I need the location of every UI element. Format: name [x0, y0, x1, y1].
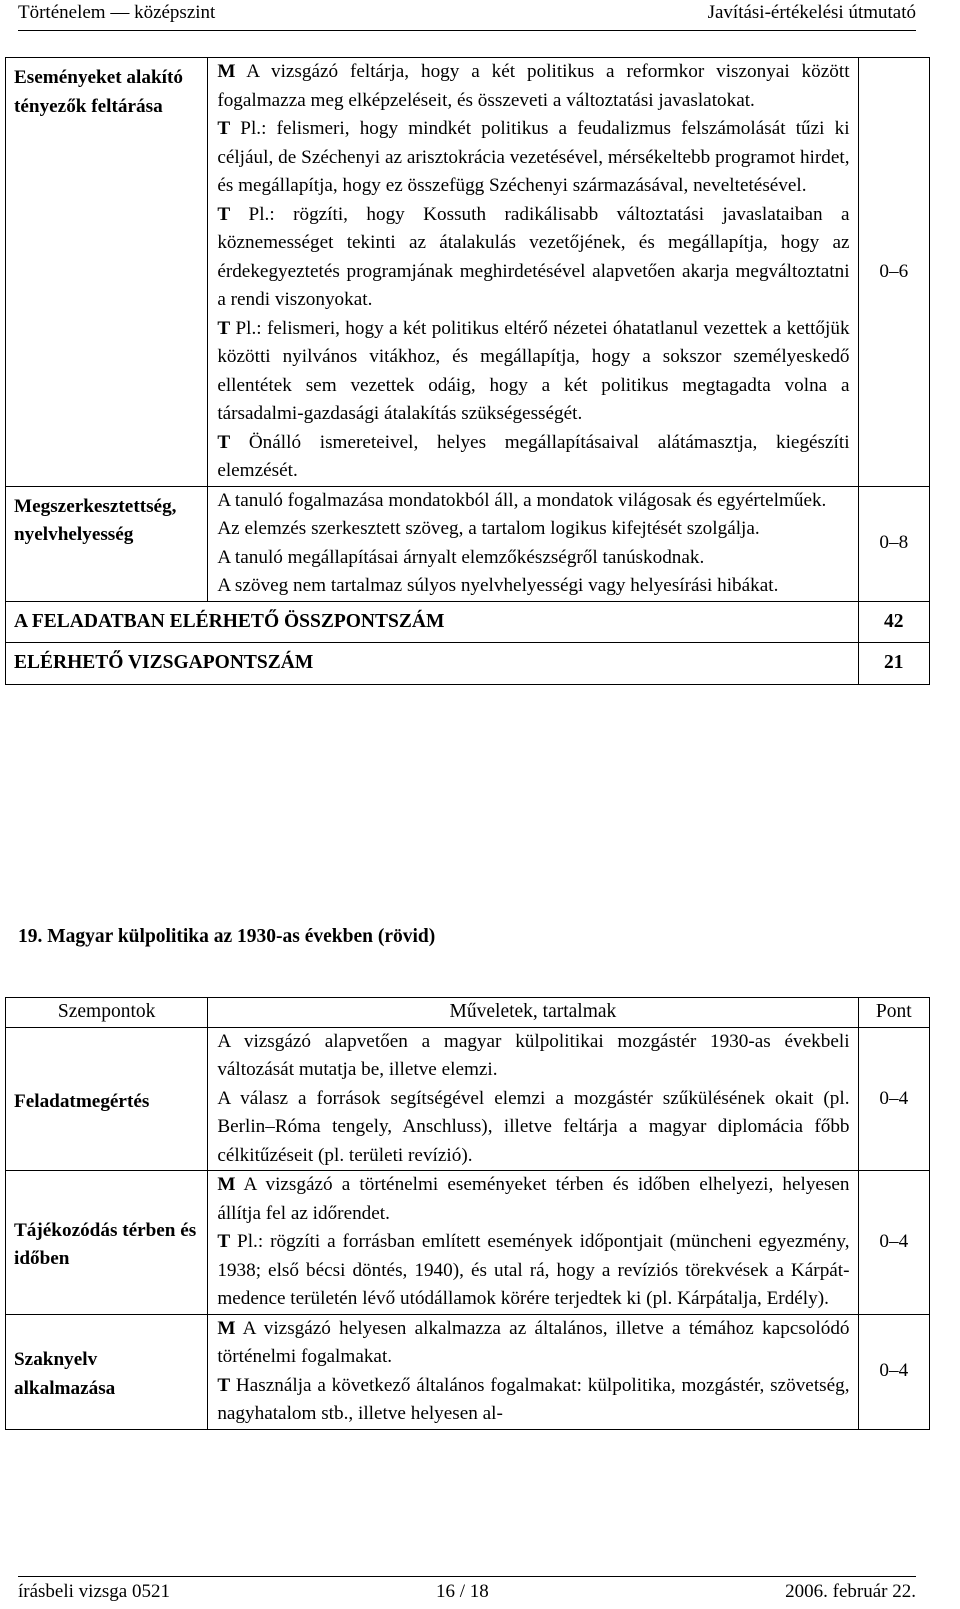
table-row: [6, 1027, 930, 1171]
column-header-contents: Műveletek, tartalmak: [208, 998, 858, 1028]
content-item: T Pl.: rögzíti a forrásban említett események időpontjait (müncheni egyezmény, 1938; első bécsi döntés, 1940), és utal rá, hogy a revíziós törekvések a Kárpát-medence területén lévő utódállamok körére terjedtek ki (pl. Kárpátalja, Erdély).: [217, 1231, 850, 1309]
scoring-table-18: [5, 57, 930, 685]
content-cell: [208, 486, 858, 601]
content-item: M A vizsgázó feltárja, hogy a két politikus a reformkor viszonyai között fogalmazza meg elképzeléseit, és összeveti a változtatási javaslatokat.: [217, 61, 850, 111]
total-label: A FELADATBAN ELÉRHETŐ ÖSSZPONTSZÁM: [6, 601, 859, 643]
content-item: A válasz a források segítségével elemzi a mozgástér szűkülésének okait (pl. Berlin–Róma tengely, Anschluss), illetve feltárja a magyar diplomácia főbb célkitűzéseit (pl. területi revízió).: [217, 1087, 850, 1166]
table-header-row: [6, 998, 930, 1028]
points-cell: 0–6: [858, 58, 929, 487]
criterion-cell: Feladatmegértés: [6, 1027, 208, 1171]
total-value: 42: [858, 601, 929, 643]
criterion-cell: Eseményeket alakító tényezők feltárása: [6, 58, 208, 487]
header-subject: Történelem — középszint: [18, 2, 216, 23]
content-item: A vizsgázó alapvetően a magyar külpolitikai mozgástér 1930-as évekbeli változását mutatja be, illetve elemzi.: [217, 1030, 850, 1080]
page-header: [18, 0, 916, 31]
content-item: T Pl.: felismeri, hogy mindkét politikus a feudalizmus felszámolását tűzi ki céljául, de Széchenyi az arisztokrácia vezetésével, mérsékeltebb programot hirdet, és megállapítja, hogy ez összefügg Széchenyi származásával, neveltetésével.: [217, 118, 850, 196]
content-item: A tanuló fogalmazása mondatokból áll, a mondatok világosak és egyértelműek.: [217, 489, 827, 511]
content-cell: [208, 1314, 858, 1429]
table-row: [6, 486, 930, 601]
content-item: M A vizsgázó helyesen alkalmazza az általános, illetve a témához kapcsolódó történelmi fogalmakat.: [217, 1317, 850, 1367]
content-item: Az elemzés szerkesztett szöveg, a tartalom logikus kifejtését szolgálja.: [217, 518, 760, 539]
section-title: 19. Magyar külpolitika az 1930-as években (rövid): [18, 926, 436, 947]
content-cell: [208, 1171, 858, 1315]
content-item: A tanuló megállapításai árnyalt elemzőkészségről tanúskodnak.: [217, 546, 705, 568]
footer-exam-code: írásbeli vizsga 0521: [18, 1581, 170, 1602]
page-footer: [18, 1576, 916, 1605]
page-number: 16 / 18: [436, 1581, 489, 1602]
points-cell: 0–4: [858, 1171, 929, 1315]
footer-date: 2006. február 22.: [785, 1581, 916, 1602]
header-doc-title: Javítási-értékelési útmutató: [707, 2, 916, 23]
content-item: T Önálló ismereteivel, helyes megállapításaival alátámasztja, kiegészíti elemzését.: [217, 431, 850, 481]
content-item: M A vizsgázó a történelmi eseményeket térben és időben elhelyezi, helyesen állítja fel az időrendet.: [217, 1174, 850, 1224]
exam-points-value: 21: [858, 643, 929, 685]
criterion-cell: Megszerkesztettség, nyelvhelyesség: [6, 486, 208, 601]
total-row: [6, 601, 930, 643]
points-cell: 0–4: [858, 1314, 929, 1429]
content-cell: [208, 1027, 858, 1171]
exam-points-row: [6, 643, 930, 685]
content-item: T Pl.: rögzíti, hogy Kossuth radikálisabb változtatási javaslataiban a köznemességet tekinti az átalakulás vezetőjének, és megállapítja, hogy az érdekegyeztetés programjának meghirdetésével alapvetően akarja megváltoztatni a rendi viszonyokat.: [217, 203, 850, 310]
scoring-table-19: [5, 997, 930, 1430]
table-row: [6, 1171, 930, 1315]
content-item: A szöveg nem tartalmaz súlyos nyelvhelyességi vagy helyesírási hibákat.: [217, 575, 779, 596]
table-row: [6, 1314, 930, 1429]
content-cell: [208, 58, 858, 487]
content-item: T Pl.: felismeri, hogy a két politikus eltérő nézetei óhatatlanul vezettek a kettőjük közötti nyilvános vitákhoz, és megállapítja, hogy a sokszor személyeskedő ellentétek sem vezettek odáig, hogy a két politikus megtagadta volna a társadalmi-gazdasági átalakítás szükségességét.: [217, 317, 850, 424]
column-header-criteria: Szempontok: [6, 998, 208, 1028]
exam-points-label: ELÉRHETŐ VIZSGAPONTSZÁM: [6, 643, 859, 685]
table-row: [6, 58, 930, 487]
points-cell: 0–4: [858, 1027, 929, 1171]
column-header-points: Pont: [858, 998, 929, 1028]
criterion-cell: Szaknyelv alkalmazása: [6, 1314, 208, 1429]
points-cell: 0–8: [858, 486, 929, 601]
content-item: T Használja a következő általános fogalmakat: külpolitika, mozgástér, szövetség, nagyhatalom stb., illetve helyesen al-: [217, 1374, 850, 1424]
criterion-cell: Tájékozódás térben és időben: [6, 1171, 208, 1315]
